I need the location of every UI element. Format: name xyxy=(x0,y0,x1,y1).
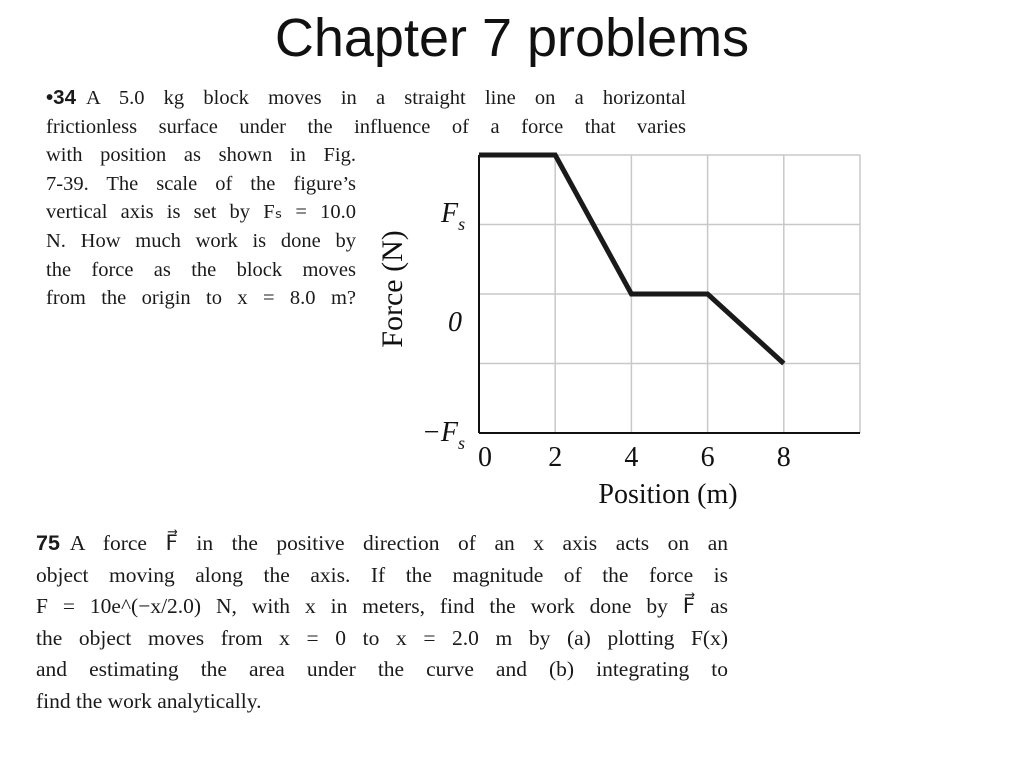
problem-75-line-2: object moving along the axis. If the magnitude of the force is xyxy=(36,562,728,587)
problem-75-line-3: F = 10e^(−x/2.0) N, with x in meters, find the work done by F⃗ as xyxy=(36,594,728,618)
x-tick-label-8: 8 xyxy=(776,442,791,473)
problem-34-line-6: N. How much work is done by xyxy=(46,229,356,252)
x-tick-label-4: 4 xyxy=(624,442,639,473)
slide-title: Chapter 7 problems xyxy=(274,8,750,68)
y-tick-label-1: 0 xyxy=(448,307,462,338)
problem-75 xyxy=(36,528,736,717)
x-tick-label-2: 2 xyxy=(548,442,563,473)
problem-34-line-3: with position as shown in Fig. xyxy=(46,144,356,167)
problem-34-line-5: vertical axis is set by Fₛ = 10.0 xyxy=(46,201,356,224)
y-tick-label-2: $-F_s$ xyxy=(422,417,466,453)
problem-34-line-2: frictionless surface under the influence of a force that varies xyxy=(46,115,686,138)
problem-34-line-7: the force as the block moves xyxy=(46,258,356,281)
problem-34-line-1 xyxy=(46,84,686,113)
x-tick-label-6: 6 xyxy=(700,442,715,473)
problem-75-line-1-text: A force F⃗ in the positive direction of an x axis acts on an xyxy=(69,531,728,555)
problem-34-number: •34 xyxy=(46,86,76,109)
problem-75-line-5: and estimating the area under the curve and (b) integrating to xyxy=(36,657,728,681)
problem-75-line-1 xyxy=(36,528,728,560)
problem-75-number: 75 xyxy=(36,531,60,555)
problem-34-line-1-text: A 5.0 kg block moves in a straight line on a horizontal xyxy=(85,87,686,109)
problem-34 xyxy=(46,84,696,313)
x-tick-label-0: 0 xyxy=(478,442,492,473)
problem-34-line-8: from the origin to x = 8.0 m? xyxy=(46,287,356,310)
x-axis-title: Position (m) xyxy=(598,479,738,510)
problem-75-line-4: the object moves from x = 0 to x = 2.0 m by (a) plotting F(x) xyxy=(36,625,728,650)
problem-34-line-4: 7-39. The scale of the figure’s xyxy=(46,172,356,195)
y-tick-label-0: $F_s$ xyxy=(441,198,466,234)
y-axis-title: Force (N) xyxy=(376,230,409,348)
problem-75-line-6: find the work analytically. xyxy=(36,688,262,713)
